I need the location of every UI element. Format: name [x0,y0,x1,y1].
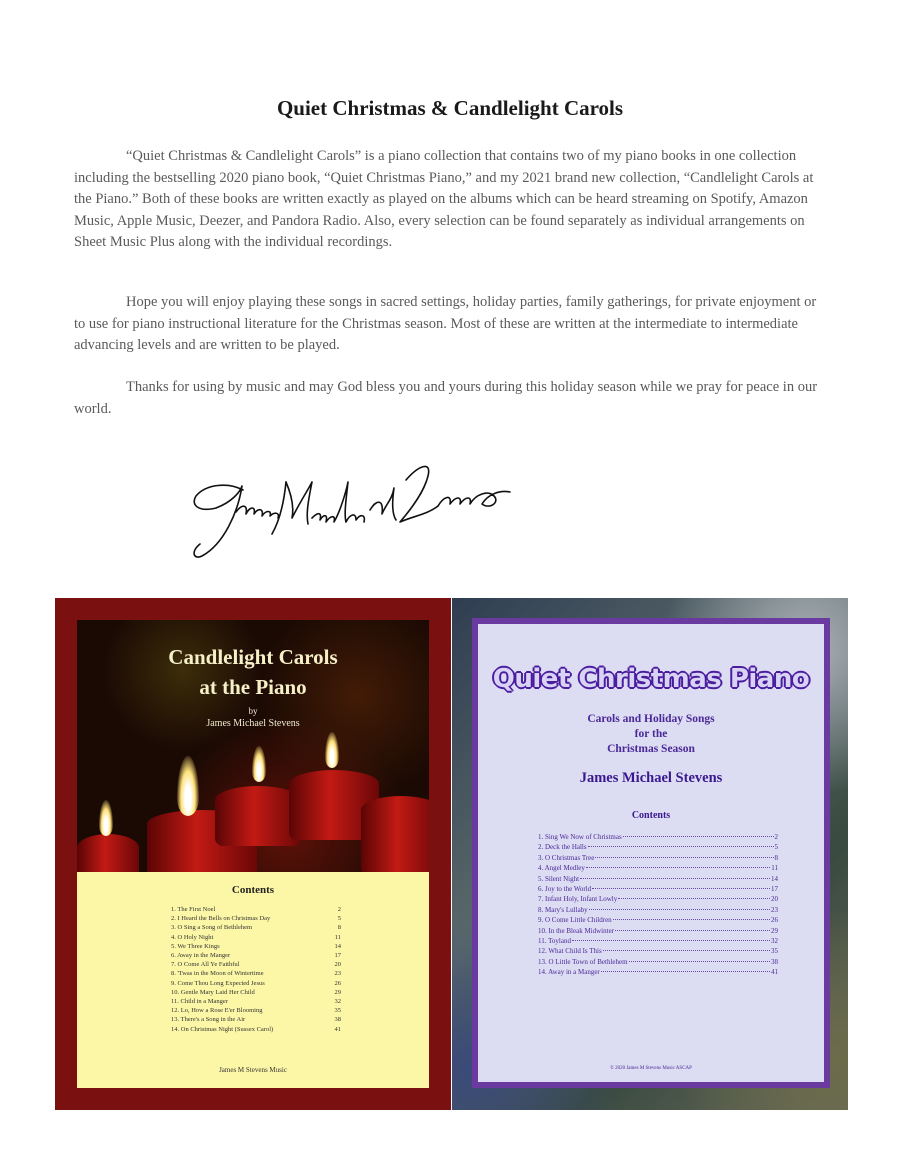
intro-paragraph-2: Hope you will enjoy playing these songs in sacred settings, holiday parties, family gatherings, for private enjoyment or to use for piano instructional literature for the Christmas season. Most of these are written at the intermediate to intermediate advancing levels and are written to be played. [74,294,817,353]
list-item: 14. Away in a Manger 41 [538,968,778,977]
list-item: 5. We Three Kings 14 [171,942,341,950]
cover-right-subtitle: Carols and Holiday Songs [587,713,715,725]
cover-right-subtitle: for the [634,728,668,740]
list-item: 1. The First Noel 2 [171,906,341,913]
contents-list [171,905,341,1034]
page-title: Quiet Christmas & Candlelight Carols [276,96,624,120]
candle-icon [77,834,139,872]
list-item: 14. On Christmas Night (Sussex Carol) 41 [171,1025,341,1033]
list-item: 5. Silent Night 14 [538,874,778,883]
candle-icon [361,796,429,872]
flame-icon [177,756,199,816]
signature [188,452,518,564]
list-item: 4. O Holy Night 11 [171,933,341,941]
cover-right-subtitle: Christmas Season [607,743,695,755]
flame-icon [99,800,113,836]
list-item: 7. Infant Holy, Infant Lowly 20 [538,895,778,904]
list-item: 12. What Child Is This 35 [538,947,778,956]
cover-left-contents [77,872,429,1088]
cover-left-footer: James M Stevens Music [219,1066,287,1074]
cover-left-title: Candlelight Carols at the Piano [168,645,338,699]
cover-candlelight-carols [55,598,451,1110]
list-item: 3. O Christmas Tree 8 [538,853,778,862]
list-item: 6. Away in the Manger 17 [171,952,341,960]
list-item: 9. O Come Little Children 26 [538,916,778,925]
list-item: 10. In the Bleak Midwinter 29 [538,926,778,935]
list-item: 12. Lo, How a Rose E'er Blooming 35 [171,1007,341,1015]
list-item: 13. There's a Song in the Air 38 [171,1016,341,1024]
candles-photo [77,620,429,872]
intro-paragraph-3: Thanks for using by music and may God bless you and yours during this holiday season while we pray for peace in our world. [74,379,818,417]
cover-left-author: James Michael Stevens [206,718,300,729]
list-item: 8. Mary's Lullaby 23 [538,905,778,914]
list-item: 13. O Little Town of Bethlehem 38 [538,957,778,966]
list-item: 3. O Sing a Song of Bethlehem 8 [171,924,341,932]
cover-card [478,624,824,1082]
list-item: 11. Toyland 32 [538,937,778,946]
list-item: 8. 'Twas in the Moon of Wintertime 23 [171,970,341,978]
cover-right-footer: © 2020 James M Stevens Music ASCAP [610,1066,692,1071]
cover-right-author: James Michael Stevens [579,770,723,786]
intro-paragraph-1: “Quiet Christmas & Candlelight Carols” is a piano collection that contains two of my piano books in one collection including the bestselling 2020 piano book, “Quiet Christmas Piano,” and my 2021 brand new collection, “Candlelight Carols at the Piano.” Both of these books are written exactly as played on the albums which can be heard streaming on Spotify, Amazon Music, Apple Music, Deezer, and Pandora Radio. Also, every selection can be found separately as individual arrangements on Sheet Music Plus along with the individual recordings. [74,148,814,250]
list-item: 10. Gentle Mary Laid Her Child 29 [171,988,341,996]
contents-heading: Contents [631,810,671,821]
cover-left-by: by [248,706,258,716]
contents-list [538,832,778,978]
list-item: 1. Sing We Now of Christmas 2 [538,833,778,841]
list-item: 7. O Come All Ye Faithful 20 [171,961,341,969]
flame-icon [325,732,339,768]
list-item: 9. Come Thou Long Expected Jesus 26 [171,979,341,987]
cover-quiet-christmas-piano [452,598,848,1110]
flame-icon [252,746,266,782]
contents-heading: Contents [231,884,275,896]
list-item: 2. I Heard the Bells on Christmas Day 5 [171,915,341,923]
list-item: 2. Deck the Halls 5 [538,843,778,852]
list-item: 6. Joy to the World 17 [538,885,778,894]
cover-right-title: Quiet Christmas Piano [492,664,810,694]
list-item: 11. Child in a Manger 32 [171,998,341,1006]
list-item: 4. Angel Medley 11 [538,864,778,873]
